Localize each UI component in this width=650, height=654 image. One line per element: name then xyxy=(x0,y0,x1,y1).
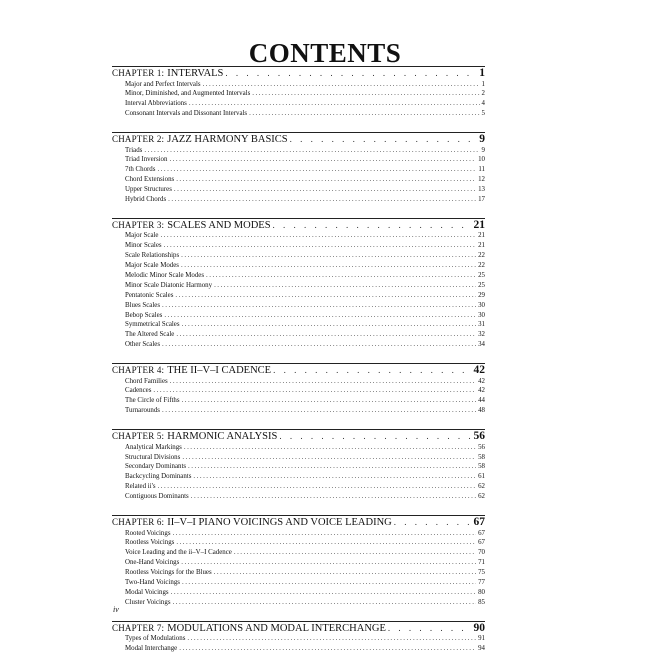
dot-leader xyxy=(191,492,476,502)
section-title: Voice Leading and the ii–V–I Cadence xyxy=(125,549,232,557)
chapter-page-number: 67 xyxy=(473,516,485,528)
chapter-title: HARMONIC ANALYSIS xyxy=(167,431,278,443)
chapter-entry xyxy=(112,132,485,205)
section-page-number: 61 xyxy=(478,473,485,481)
chapter-number: CHAPTER 2: xyxy=(112,134,165,145)
section-page-number: 25 xyxy=(478,281,485,289)
section-row[interactable] xyxy=(112,377,485,387)
chapter-title: II–V–I PIANO VOICINGS AND VOICE LEADING xyxy=(167,517,392,528)
section-page-number: 1 xyxy=(481,80,485,88)
chapter-page-number: 42 xyxy=(473,364,485,377)
chapter-row[interactable] xyxy=(112,430,485,443)
chapter-entry xyxy=(112,621,485,654)
section-title: Triad Inversion xyxy=(125,156,168,164)
section-row[interactable] xyxy=(112,568,485,578)
dot-leader xyxy=(181,558,476,568)
section-row[interactable] xyxy=(112,644,485,654)
dot-leader xyxy=(189,99,480,109)
section-page-number: 9 xyxy=(481,146,485,154)
dot-leader xyxy=(164,311,476,321)
section-row[interactable] xyxy=(112,301,485,311)
section-page-number: 2 xyxy=(481,90,485,98)
section-page-number: 56 xyxy=(478,443,485,451)
section-title: Structural Divisions xyxy=(125,453,181,461)
dot-leader xyxy=(388,622,472,635)
section-title: Blues Scales xyxy=(125,301,161,309)
section-title: 7th Chords xyxy=(125,166,156,174)
chapter-row[interactable] xyxy=(112,67,485,80)
section-row[interactable] xyxy=(112,195,485,205)
section-row[interactable] xyxy=(112,146,485,156)
section-page-number: 12 xyxy=(478,176,485,184)
chapter-number: CHAPTER 6: xyxy=(112,517,165,527)
dot-leader xyxy=(173,598,477,608)
section-row[interactable] xyxy=(112,482,485,492)
dot-leader xyxy=(176,175,476,185)
dot-leader xyxy=(169,155,476,165)
chapter-entry xyxy=(112,515,485,608)
dot-leader xyxy=(188,462,476,472)
section-row[interactable] xyxy=(112,89,485,99)
section-page-number: 67 xyxy=(478,539,485,547)
chapter-heading xyxy=(112,66,485,80)
dot-leader xyxy=(290,133,478,146)
dot-leader xyxy=(170,377,476,387)
section-page-number: 91 xyxy=(478,635,485,643)
chapter-row[interactable] xyxy=(112,622,485,635)
section-row[interactable] xyxy=(112,109,485,119)
chapter-number: CHAPTER 3: xyxy=(112,219,165,230)
section-page-number: 22 xyxy=(478,252,485,260)
section-page-number: 21 xyxy=(478,242,485,250)
chapter-row[interactable] xyxy=(112,364,485,377)
chapter-page-number: 1 xyxy=(479,67,485,79)
section-row[interactable] xyxy=(112,492,485,502)
dot-leader xyxy=(176,330,476,340)
dot-leader xyxy=(214,281,476,291)
page-title: CONTENTS xyxy=(248,38,402,68)
section-row[interactable] xyxy=(112,578,485,588)
chapter-row[interactable] xyxy=(112,219,485,232)
section-row[interactable] xyxy=(112,175,485,185)
section-page-number: 10 xyxy=(478,156,485,164)
section-page-number: 42 xyxy=(478,377,485,385)
chapter-title: SCALES AND MODES xyxy=(167,219,271,231)
dot-leader xyxy=(193,472,476,482)
chapter-number: CHAPTER 4: xyxy=(112,365,165,376)
section-page-number: 25 xyxy=(478,271,485,279)
section-page-number: 13 xyxy=(478,186,485,194)
dot-leader xyxy=(168,195,476,205)
section-title: Symmetrical Scales xyxy=(125,321,180,329)
section-page-number: 62 xyxy=(478,493,485,501)
dot-leader xyxy=(279,430,471,443)
section-row[interactable] xyxy=(112,320,485,330)
section-title: Upper Structures xyxy=(125,186,172,194)
section-page-number: 4 xyxy=(481,100,485,108)
section-title: Rootless Voicings xyxy=(125,539,175,547)
section-page-number: 58 xyxy=(478,453,485,461)
section-title: The Altered Scale xyxy=(125,331,175,339)
dot-leader xyxy=(174,185,476,195)
section-row[interactable] xyxy=(112,231,485,241)
section-row[interactable] xyxy=(112,281,485,291)
dot-leader xyxy=(249,109,479,119)
chapter-title: JAZZ HARMONY BASICS xyxy=(167,134,288,146)
section-title: Triads xyxy=(125,146,143,154)
section-page-number: 22 xyxy=(478,262,485,270)
section-page-number: 30 xyxy=(478,301,485,309)
dot-leader xyxy=(144,146,479,156)
chapter-number: CHAPTER 7: xyxy=(112,622,165,633)
dot-leader xyxy=(203,80,480,90)
section-title: Contiguous Dominants xyxy=(125,493,189,501)
section-title: Types of Modulations xyxy=(125,635,186,643)
section-row[interactable] xyxy=(112,598,485,608)
section-page-number: 77 xyxy=(478,578,485,586)
dot-leader xyxy=(234,548,476,558)
dot-leader xyxy=(273,364,471,377)
section-row[interactable] xyxy=(112,271,485,281)
section-page-number: 80 xyxy=(478,588,485,596)
chapter-title: MODULATIONS AND MODAL INTERCHANGE xyxy=(167,622,386,634)
dot-leader xyxy=(157,165,476,175)
section-page-number: 32 xyxy=(478,331,485,339)
dot-leader xyxy=(179,644,476,654)
section-page-number: 94 xyxy=(478,645,485,653)
section-title: Rootless Voicings for the Blues xyxy=(125,569,212,577)
section-page-number: 62 xyxy=(478,483,485,491)
section-title: Hybrid Chords xyxy=(125,196,167,204)
section-title: Minor Scales xyxy=(125,242,162,250)
section-title: Major Scale xyxy=(125,232,159,240)
section-row[interactable] xyxy=(112,472,485,482)
chapter-heading xyxy=(112,515,485,529)
section-page-number: 29 xyxy=(478,291,485,299)
dot-leader xyxy=(252,89,479,99)
section-title: Related ii's xyxy=(125,483,156,491)
section-page-number: 70 xyxy=(478,549,485,557)
chapter-entry xyxy=(112,218,485,350)
section-title: Major and Perfect Intervals xyxy=(125,80,201,88)
dot-leader xyxy=(160,231,476,241)
section-title: Melodic Minor Scale Modes xyxy=(125,271,205,279)
dot-leader xyxy=(162,340,476,350)
section-page-number: 44 xyxy=(478,397,485,405)
dot-leader xyxy=(206,271,476,281)
section-page-number: 58 xyxy=(478,463,485,471)
section-row[interactable] xyxy=(112,251,485,261)
chapter-heading xyxy=(112,218,485,232)
dot-leader xyxy=(162,406,476,416)
section-row[interactable] xyxy=(112,453,485,463)
table-of-contents xyxy=(112,66,485,654)
section-page-number: 30 xyxy=(478,311,485,319)
chapter-heading xyxy=(112,132,485,146)
dot-leader xyxy=(173,529,477,539)
dot-leader xyxy=(153,386,476,396)
section-page-number: 42 xyxy=(478,387,485,395)
dot-leader xyxy=(394,516,472,529)
dot-leader xyxy=(214,568,476,578)
chapter-heading xyxy=(112,363,485,377)
section-page-number: 34 xyxy=(478,341,485,349)
section-row[interactable] xyxy=(112,406,485,416)
section-title: Turnarounds xyxy=(125,407,160,415)
section-title: Chord Extensions xyxy=(125,176,175,184)
chapter-number: CHAPTER 1: xyxy=(112,68,165,78)
section-title: Analytical Markings xyxy=(125,443,182,451)
section-row[interactable] xyxy=(112,330,485,340)
chapter-number: CHAPTER 5: xyxy=(112,431,165,442)
section-page-number: 75 xyxy=(478,569,485,577)
chapter-entry xyxy=(112,429,485,502)
dot-leader xyxy=(182,453,476,463)
section-row[interactable] xyxy=(112,185,485,195)
dot-leader xyxy=(181,251,476,261)
dot-leader xyxy=(182,578,476,588)
section-title: One-Hand Voicings xyxy=(125,559,180,567)
section-row[interactable] xyxy=(112,155,485,165)
page-number: iv xyxy=(113,605,119,614)
dot-leader xyxy=(225,67,477,80)
section-title: Chord Families xyxy=(125,377,168,385)
chapter-entry xyxy=(112,66,485,119)
section-page-number: 11 xyxy=(478,166,485,174)
section-page-number: 17 xyxy=(478,196,485,204)
dot-leader xyxy=(176,538,476,548)
section-page-number: 5 xyxy=(481,110,485,118)
section-row[interactable] xyxy=(112,165,485,175)
section-row[interactable] xyxy=(112,311,485,321)
section-title: Backcycling Dominants xyxy=(125,473,192,481)
section-title: Minor Scale Diatonic Harmony xyxy=(125,281,213,289)
section-row[interactable] xyxy=(112,99,485,109)
section-title: Cadences xyxy=(125,387,152,395)
chapter-row[interactable] xyxy=(112,516,485,529)
chapter-heading xyxy=(112,429,485,443)
section-row[interactable] xyxy=(112,396,485,406)
section-row[interactable] xyxy=(112,529,485,539)
section-title: Modal Voicings xyxy=(125,588,169,596)
dot-leader xyxy=(164,241,477,251)
chapter-row[interactable] xyxy=(112,133,485,146)
dot-leader xyxy=(175,291,476,301)
section-page-number: 31 xyxy=(478,321,485,329)
section-title: Pentatonic Scales xyxy=(125,291,174,299)
chapter-page-number: 56 xyxy=(473,430,485,443)
section-title: Cluster Voicings xyxy=(125,598,171,606)
section-row[interactable] xyxy=(112,241,485,251)
section-title: Interval Abbreviations xyxy=(125,100,187,108)
section-title: Rooted Voicings xyxy=(125,529,171,537)
section-title: Two-Hand Voicings xyxy=(125,578,180,586)
chapter-page-number: 90 xyxy=(473,621,485,634)
section-row[interactable] xyxy=(112,588,485,598)
section-title: Consonant Intervals and Dissonant Intervals xyxy=(125,110,248,118)
dot-leader xyxy=(182,396,477,406)
section-title: Modal Interchange xyxy=(125,645,178,653)
chapter-entry xyxy=(112,363,485,416)
section-row[interactable] xyxy=(112,443,485,453)
section-row[interactable] xyxy=(112,558,485,568)
section-title: Other Scales xyxy=(125,341,161,349)
chapter-title: THE II–V–I CADENCE xyxy=(167,365,272,377)
chapter-page-number: 9 xyxy=(479,133,485,146)
dot-leader xyxy=(181,261,476,271)
dot-leader xyxy=(184,443,476,453)
section-row[interactable] xyxy=(112,291,485,301)
chapter-title: INTERVALS xyxy=(167,68,224,79)
dot-leader xyxy=(187,634,476,644)
section-page-number: 21 xyxy=(478,232,485,240)
section-title: Minor, Diminished, and Augmented Intervals xyxy=(125,90,251,98)
section-title: Major Scale Modes xyxy=(125,262,179,270)
section-row[interactable] xyxy=(112,548,485,558)
dot-leader xyxy=(273,219,472,232)
section-row[interactable] xyxy=(112,462,485,472)
section-title: Bebop Scales xyxy=(125,311,163,319)
section-title: Scale Relationships xyxy=(125,252,180,260)
section-title: The Circle of Fifths xyxy=(125,397,180,405)
section-row[interactable] xyxy=(112,80,485,90)
section-page-number: 85 xyxy=(478,598,485,606)
section-row[interactable] xyxy=(112,386,485,396)
dot-leader xyxy=(162,301,476,311)
section-row[interactable] xyxy=(112,634,485,644)
dot-leader xyxy=(182,320,477,330)
dot-leader xyxy=(158,482,477,492)
section-title: Secondary Dominants xyxy=(125,463,187,471)
section-row[interactable] xyxy=(112,538,485,548)
dot-leader xyxy=(171,588,477,598)
chapter-heading xyxy=(112,621,485,635)
section-row[interactable] xyxy=(112,340,485,350)
section-page-number: 71 xyxy=(478,559,485,567)
section-page-number: 48 xyxy=(478,407,485,415)
section-row[interactable] xyxy=(112,261,485,271)
section-page-number: 67 xyxy=(478,529,485,537)
chapter-page-number: 21 xyxy=(473,218,485,231)
